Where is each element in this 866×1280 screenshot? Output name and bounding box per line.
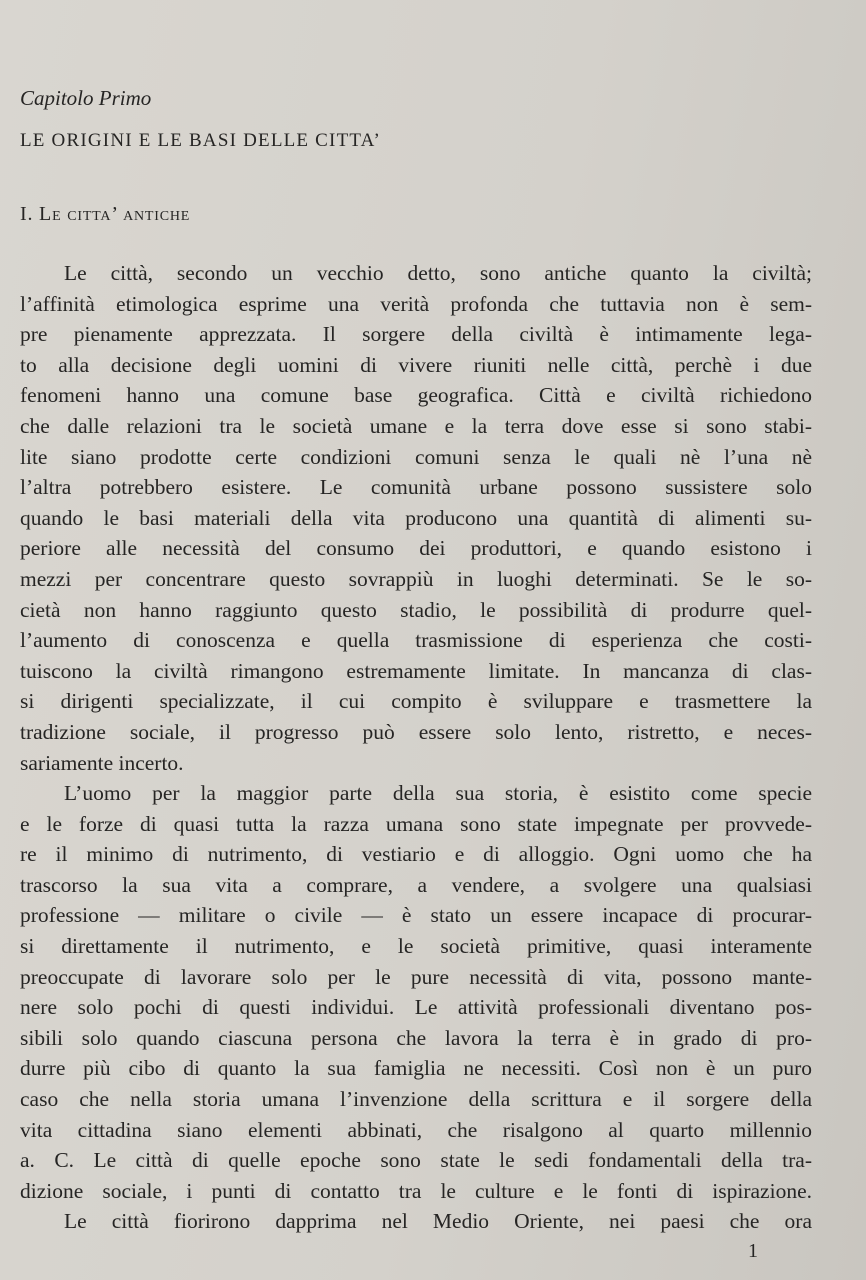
text-line: l’aumento di conoscenza e quella trasmissione di esperienza che costi- xyxy=(20,628,812,653)
text-line: Le città, secondo un vecchio detto, sono antiche quanto la civiltà; xyxy=(64,261,812,285)
text-line: che dalle relazioni tra le società umane e la terra dove esse si sono stabi- xyxy=(20,413,812,438)
text-line: periore alle necessità del consumo dei produttori, e quando esistono i xyxy=(20,536,812,561)
text-line: preoccupate di lavorare solo per le pure necessità di vita, possono mante- xyxy=(20,964,812,989)
text-line: durre più cibo di quanto la sua famiglia ne necessiti. Così non è un puro xyxy=(20,1056,812,1081)
text-line: re il minimo di nutrimento, di vestiario e di alloggio. Ogni uomo che ha xyxy=(20,842,812,867)
text-line: to alla decisione degli uomini di vivere riuniti nelle città, perchè i due xyxy=(20,352,812,377)
section-heading: I. Le citta’ antiche xyxy=(20,203,191,225)
text-line: a. C. Le città di quelle epoche sono state le sedi fondamentali della tra- xyxy=(20,1148,812,1173)
text-line: professione — militare o civile — è stato un essere incapace di procurar- xyxy=(20,903,812,928)
text-line: tradizione sociale, il progresso può essere solo lento, ristretto, e neces- xyxy=(20,719,812,744)
chapter-label: Capitolo Primo xyxy=(20,86,152,110)
text-line: sariamente incerto. xyxy=(20,750,184,775)
text-line: vita cittadina siano elementi abbinati, che risalgono al quarto millennio xyxy=(20,1117,812,1142)
page-number: 1 xyxy=(748,1240,758,1262)
text-line: l’affinità etimologica esprime una verità profonda che tuttavia non è sem- xyxy=(20,291,812,316)
text-line: L’uomo per la maggior parte della sua storia, è esistito come specie xyxy=(64,781,812,806)
text-line: si dirigenti specializzate, il cui compito è sviluppare e trasmettere la xyxy=(20,689,812,714)
text-line: lite siano prodotte certe condizioni comuni senza le quali nè l’una nè xyxy=(20,444,812,469)
text-line: quando le basi materiali della vita producono una quantità di alimenti su- xyxy=(20,505,812,530)
text-line: nere solo pochi di questi individui. Le attività professionali diventano pos- xyxy=(20,995,812,1020)
text-line: tuiscono la civiltà rimangono estremamente limitate. In mancanza di clas- xyxy=(20,658,812,683)
text-line: Le città fiorirono dapprima nel Medio Oriente, nei paesi che ora xyxy=(64,1209,812,1234)
text-line: cietà non hanno raggiunto questo stadio, le possibilità di produrre quel- xyxy=(20,597,812,622)
text-line: e le forze di quasi tutta la razza umana sono state impegnate per provvede- xyxy=(20,811,812,836)
chapter-title: LE ORIGINI E LE BASI DELLE CITTA’ xyxy=(20,130,382,151)
text-line: fenomeni hanno una comune base geografica. Città e civiltà richiedono xyxy=(20,383,812,408)
text-line: trascorso la sua vita a comprare, a vendere, a svolgere una qualsiasi xyxy=(20,872,812,897)
text-line: pre pienamente apprezzata. Il sorgere della civiltà è intimamente lega- xyxy=(20,322,812,347)
text-line: l’altra potrebbero esistere. Le comunità urbane possono sussistere solo xyxy=(20,475,812,500)
text-line: caso che nella storia umana l’invenzione della scrittura e il sorgere della xyxy=(20,1087,812,1112)
text-line: sibili solo quando ciascuna persona che lavora la terra è in grado di pro- xyxy=(20,1025,812,1050)
body-text xyxy=(20,258,812,1237)
text-line: si direttamente il nutrimento, e le società primitive, quasi interamente xyxy=(20,934,812,959)
text-line: mezzi per concentrare questo sovrappiù in luoghi determinati. Se le so- xyxy=(20,566,812,591)
text-line: dizione sociale, i punti di contatto tra le culture e le fonti di ispirazione. xyxy=(20,1178,812,1203)
